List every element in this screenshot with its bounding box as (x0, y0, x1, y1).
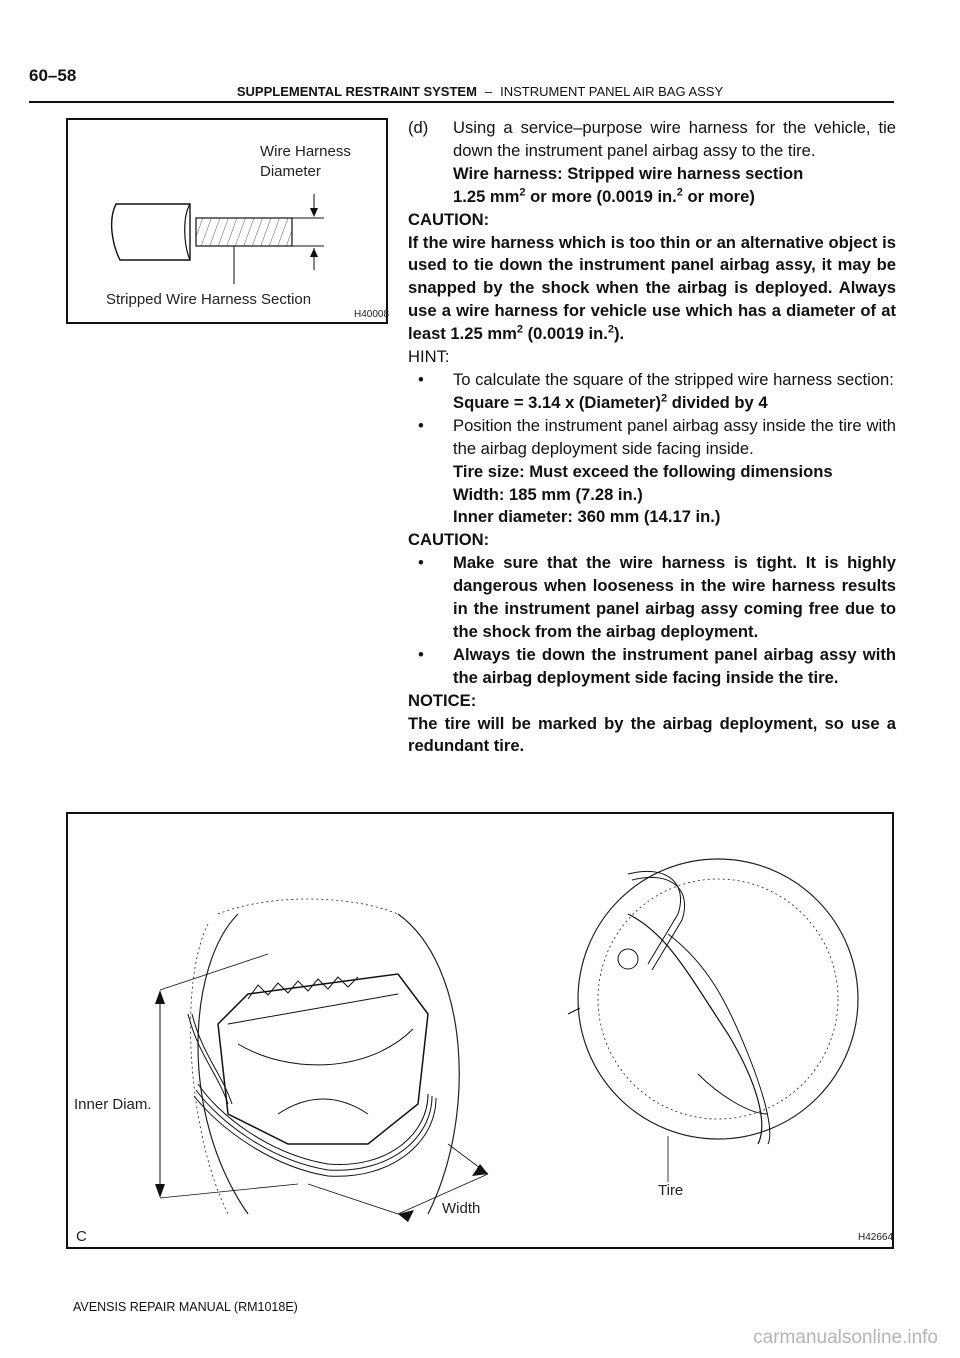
caution-1-part-c: ). (613, 324, 625, 344)
procedure-text (408, 117, 896, 758)
tire-inner-spec: Inner diameter: 360 mm (14.17 in.) (453, 507, 721, 527)
hint-formula (408, 392, 896, 415)
step-d (408, 117, 896, 163)
spec-line-2 (408, 186, 896, 209)
figure-corner-label: C (76, 1228, 87, 1245)
header-rule (29, 101, 894, 103)
header-section: INSTRUMENT PANEL AIR BAG ASSY (500, 84, 724, 99)
page-number: 60–58 (29, 66, 77, 85)
manual-footer: AVENSIS REPAIR MANUAL (RM1018E) (73, 1300, 298, 1314)
step-d-marker: (d) (408, 118, 429, 137)
figure-code-small: H40008 (354, 309, 390, 320)
notice-text: The tire will be marked by the airbag deployment, so use a redundant tire. (408, 713, 896, 756)
header-system: SUPPLEMENTAL RESTRAINT SYSTEM (236, 84, 477, 99)
airbag-tire-drawing (68, 814, 892, 1247)
caution-2-bullet-2: • Always tie down the instrument panel airbag assy with the airbag deployment side facing inside the tire. (408, 644, 896, 690)
header-title (0, 84, 960, 99)
caution-2-title: CAUTION: (408, 530, 490, 550)
airbag-tire-figure (66, 812, 894, 1249)
spec-value-end: or more) (682, 186, 755, 206)
tire-label: Tire (658, 1182, 684, 1199)
wire-harness-figure (66, 118, 388, 324)
hint-bullet-1: • To calculate the square of the stripped wire harness section: (408, 369, 896, 392)
spec-value-mm: 1.25 mm (453, 186, 520, 206)
notice-title: NOTICE: (408, 690, 477, 710)
wire-diameter-label-line1: Wire Harness (260, 143, 351, 160)
width-label: Width (442, 1200, 481, 1217)
watermark: carmanualsonline.info (753, 1327, 938, 1348)
superscript: 2 (660, 392, 668, 405)
inner-diameter-label: Inner Diam. (74, 1096, 152, 1113)
header-separator: – (484, 84, 493, 99)
superscript: 2 (519, 186, 526, 199)
hint-bullet-2: • Position the instrument panel airbag assy inside the tire with the airbag deployment side facing inside. (408, 415, 896, 461)
hint-title: HINT: (408, 347, 450, 367)
wire-diameter-label (260, 142, 351, 182)
superscript: 2 (607, 323, 614, 336)
spec-line-1: Wire harness: Stripped wire harness section (453, 163, 804, 183)
wire-diameter-label-line2: Diameter (260, 163, 321, 180)
caution-1-part-a: If the wire harness which is too thin or an alternative object is used to tie down the instrument panel airbag assy, it may be snapped by the shock when the airbag is deployed. Always use a wire harness for vehicle use which has a diameter of at least 1.25 mm (408, 232, 896, 344)
superscript: 2 (516, 323, 523, 336)
figure-code-large: H42664 (858, 1232, 894, 1243)
formula-part-b: divided by 4 (667, 392, 768, 412)
stripped-section-label: Stripped Wire Harness Section (106, 291, 312, 308)
step-d-text: Using a service–purpose wire harness for the vehicle, tie down the instrument panel airbag assy to the tire. (453, 118, 896, 160)
caution-1-part-b: (0.0019 in. (522, 324, 608, 344)
spec-value-in: or more (0.0019 in. (525, 186, 677, 206)
caution-1-title: CAUTION: (408, 209, 490, 229)
tire-size-spec: Tire size: Must exceed the following dimensions (453, 461, 833, 481)
superscript: 2 (676, 186, 683, 199)
caution-2-bullet-1: • Make sure that the wire harness is tight. It is highly dangerous when looseness in the wire harness results in the instrument panel airbag assy coming free due to the shock from the airbag deployment. (408, 552, 896, 644)
tire-width-spec: Width: 185 mm (7.28 in.) (453, 484, 643, 504)
caution-1-text (408, 232, 896, 347)
formula-part-a: Square = 3.14 x (Diameter) (453, 392, 661, 412)
